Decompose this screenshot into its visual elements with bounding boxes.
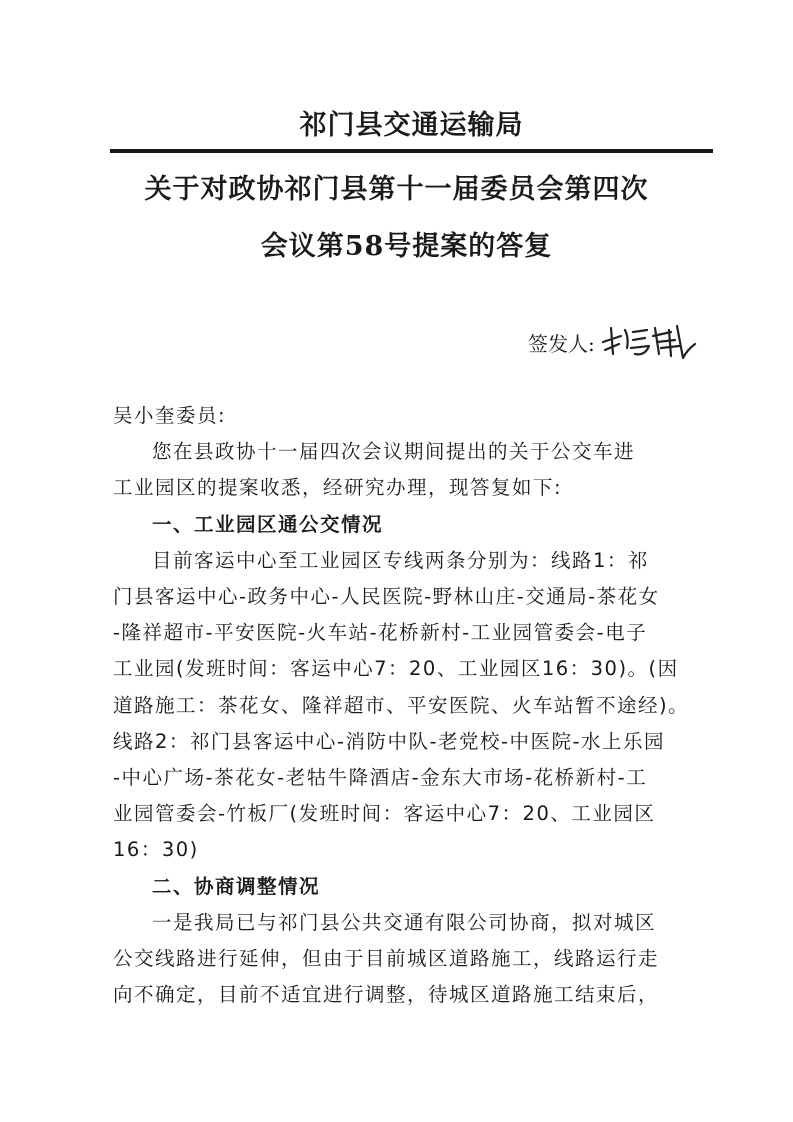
document-title-line-1: 关于对政协祁门县第十一届委员会第四次 (144, 174, 649, 205)
signer-label: 签发人: (528, 331, 595, 356)
intro-paragraph: 您在县政协十一届四次会议期间提出的关于公交车进 工业园区的提案收悉，经研究办理，现答复如下: (113, 440, 636, 500)
salutation: 吴小奎委员: (113, 404, 227, 427)
signer-block (528, 320, 699, 364)
section-1-paragraph: 目前客运中心至工业园区专线两条分别为：线路1：祁 门县客运中心-政务中心-人民医院-野林山庄-交通局-茶花女 -隆祥超市-平安医院-火车站-花桥新村-工业园管委会-电子 工业园(发班时间：客运中心7：20、工业园区16：30)。(因 道路施工：茶花女、隆祥超市、平安医院、火车站暂不途经)。 线路2：祁门县客运中心-消防中队-老党校-中医院-水上乐园 -中心广场-茶花女-老牯牛降酒店-金东大市场-花桥新村-工 业园管委会-竹板厂(发班时间：客运中心7：20、工业园区 16：30) (113, 548, 690, 862)
section-1-heading: 一、工业园区通公交情况 (152, 512, 384, 536)
document-title-line-2: 会议第58号提案的答复 (260, 231, 553, 262)
letter-body (113, 398, 690, 1013)
header-divider (110, 149, 713, 153)
section-2-heading: 二、协商调整情况 (152, 874, 321, 898)
handwritten-signature (599, 320, 699, 364)
section-2-paragraph: 一是我局已与祁门县公共交通有限公司协商，拟对城区 公交线路进行延伸，但由于目前城区道路施工，线路运行走 向不确定，目前不适宜进行调整，待城区道路施工结束后， (113, 910, 660, 1007)
issuing-organization: 祁门县交通运输局 (299, 110, 524, 141)
